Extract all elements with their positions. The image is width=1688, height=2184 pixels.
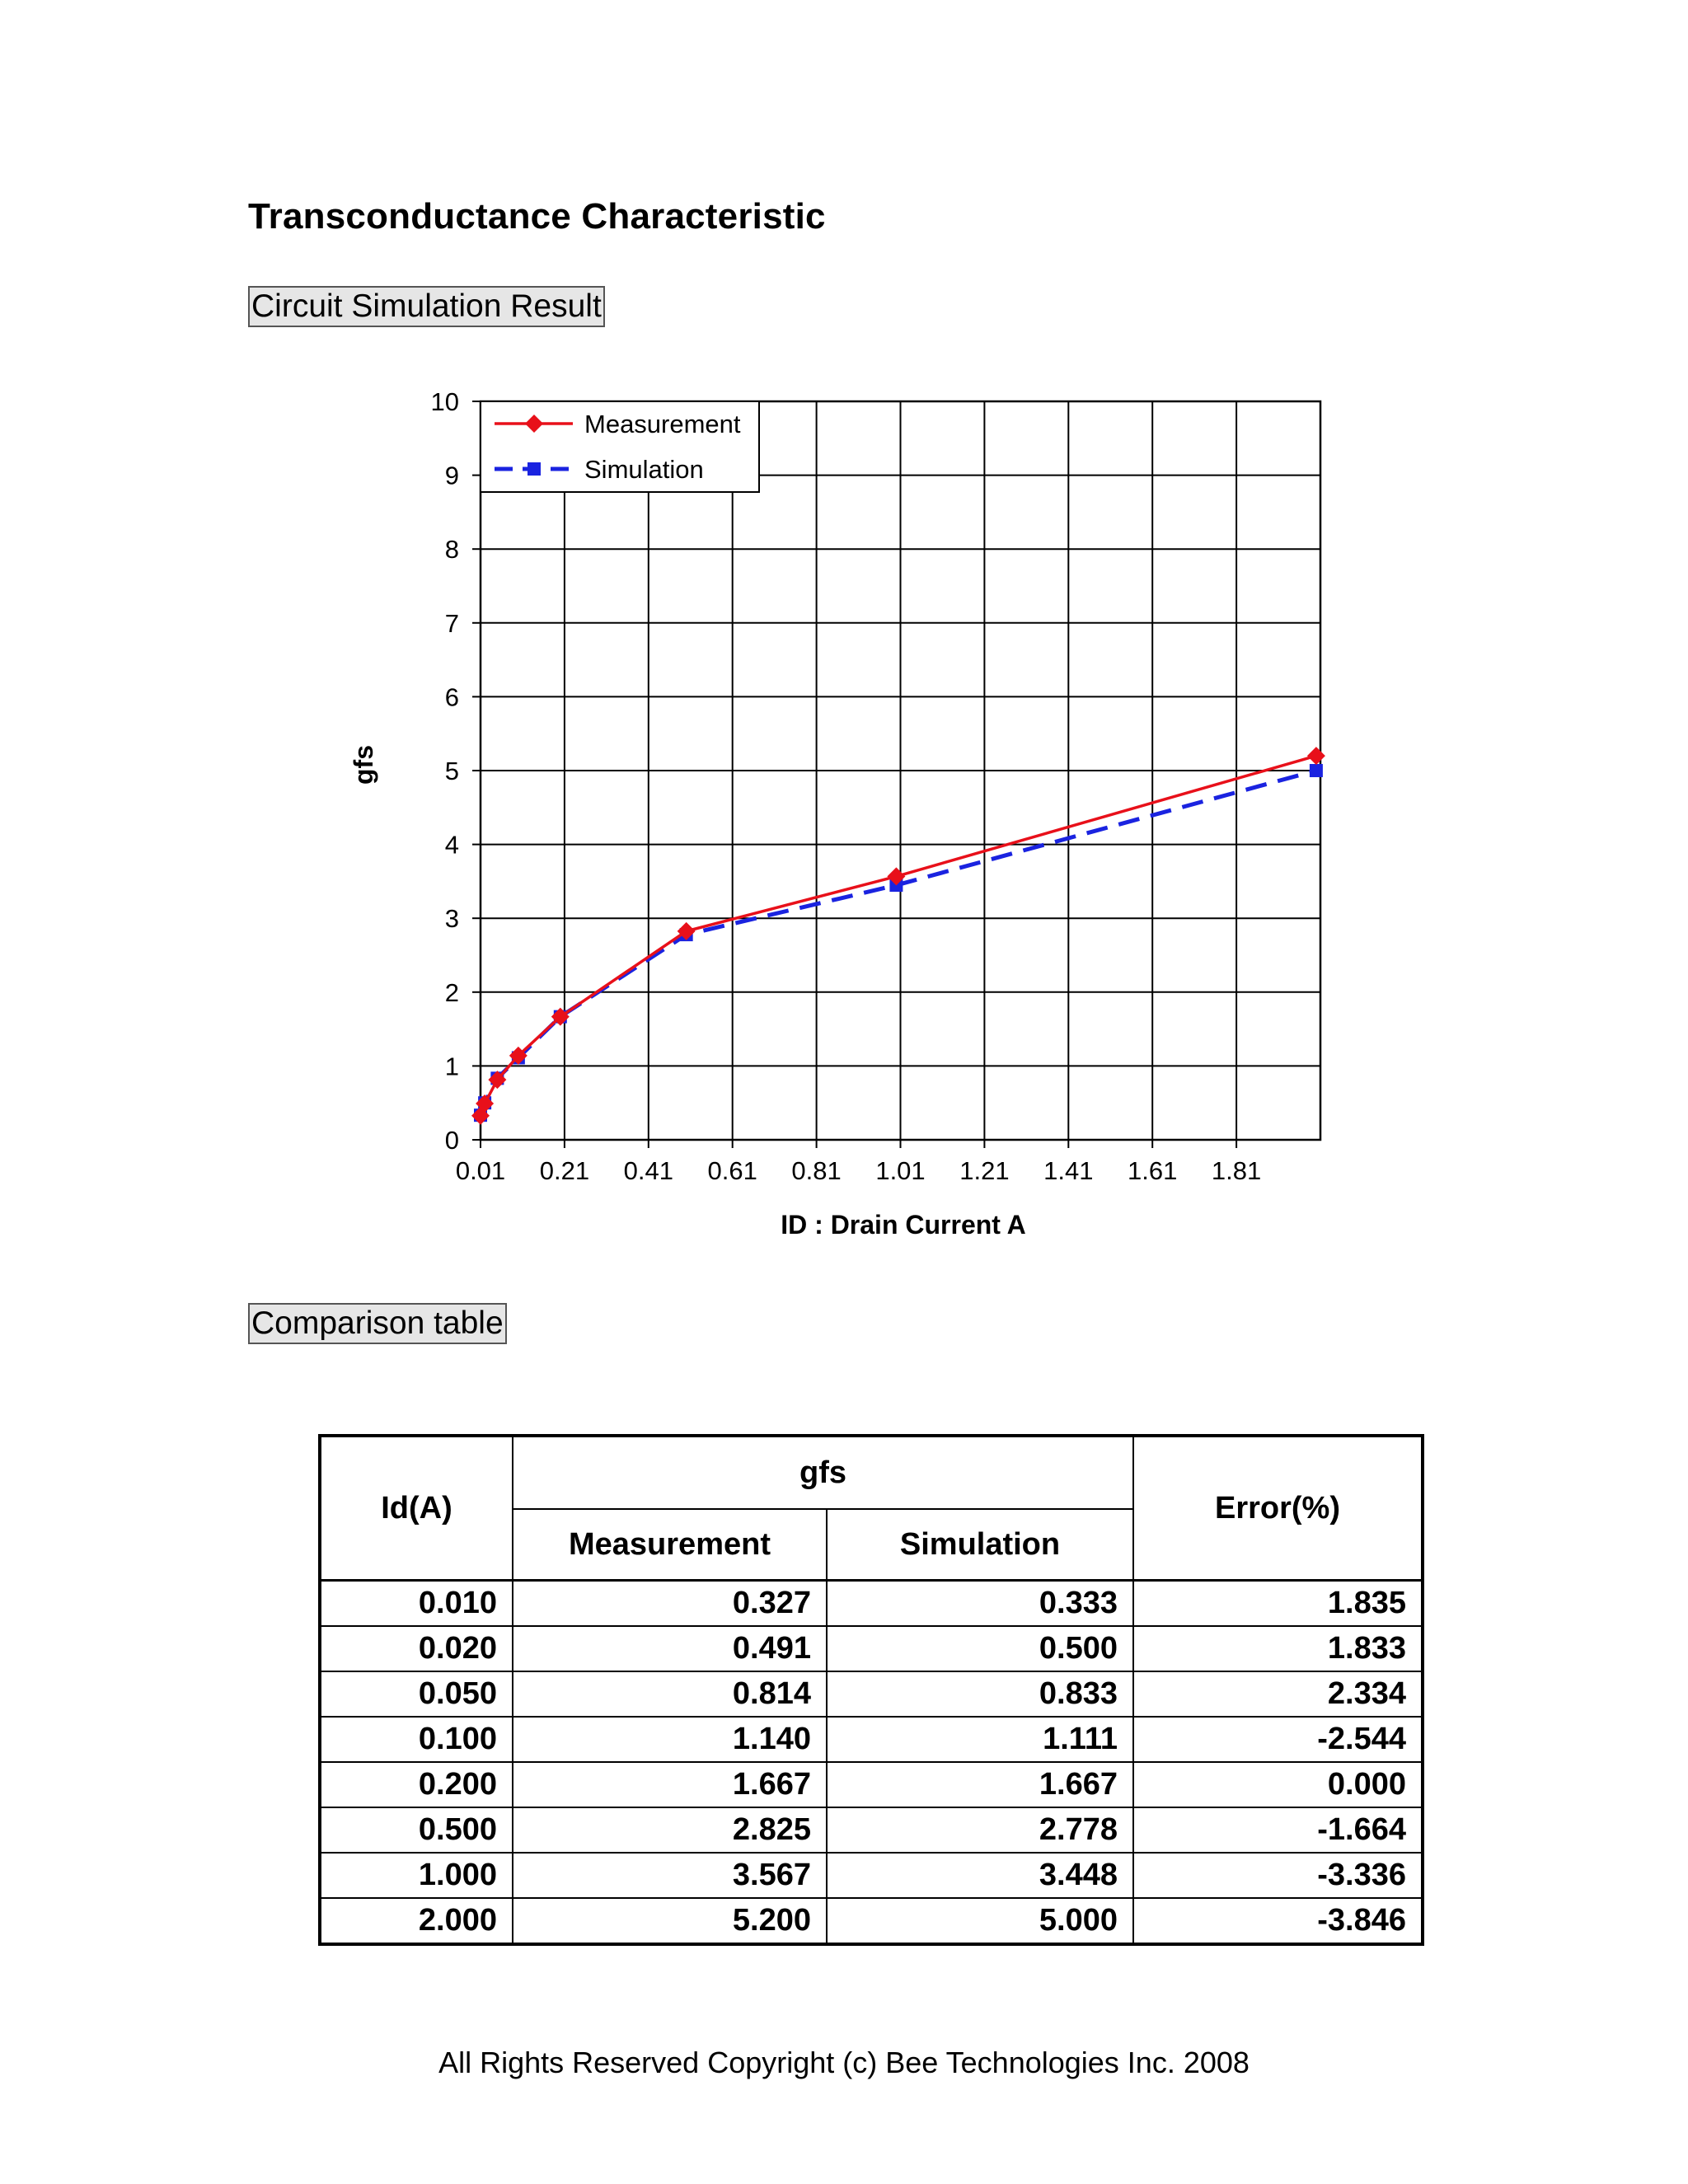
chart-legend: [481, 401, 759, 492]
cell-id: 2.000: [320, 1898, 513, 1944]
table-row: [320, 1898, 1423, 1944]
x-axis-ticks: [456, 1140, 1261, 1185]
section-label-table: Comparison table: [248, 1303, 507, 1344]
table-row: [320, 1807, 1423, 1853]
table-row: [320, 1581, 1423, 1627]
cell-error: -3.336: [1133, 1853, 1423, 1898]
comparison-table: [318, 1434, 1424, 1946]
col-header-measurement: Measurement: [513, 1509, 827, 1581]
series-line: [481, 756, 1316, 1116]
y-tick-label: 7: [444, 608, 459, 638]
cell-error: -3.846: [1133, 1898, 1423, 1944]
section-label-chart: Circuit Simulation Result: [248, 286, 605, 327]
page-title: Transconductance Characteristic: [248, 196, 826, 237]
table-row: [320, 1762, 1423, 1807]
y-tick-label: 4: [444, 830, 459, 860]
x-tick-label: 0.21: [539, 1156, 590, 1185]
y-tick-label: 6: [444, 682, 459, 712]
cell-simulation: 3.448: [827, 1853, 1133, 1898]
cell-error: 1.833: [1133, 1626, 1423, 1671]
cell-measurement: 1.667: [513, 1762, 827, 1807]
cell-id: 0.010: [320, 1581, 513, 1627]
x-tick-label: 0.01: [455, 1156, 506, 1185]
cell-simulation: 2.778: [827, 1807, 1133, 1853]
y-tick-label: 5: [444, 757, 459, 785]
data-point: [1310, 764, 1323, 777]
cell-error: -2.544: [1133, 1717, 1423, 1762]
series-simulation: [474, 764, 1323, 1122]
x-tick-label: 1.81: [1211, 1156, 1262, 1185]
cell-measurement: 1.140: [513, 1717, 827, 1762]
x-tick-label: 1.21: [959, 1156, 1010, 1185]
data-point: [1307, 747, 1325, 765]
x-tick-label: 0.41: [623, 1156, 673, 1185]
cell-error: 2.334: [1133, 1671, 1423, 1717]
col-header-id: Id(A): [320, 1436, 513, 1581]
cell-measurement: 2.825: [513, 1807, 827, 1853]
y-tick-label: 10: [430, 387, 459, 416]
copyright-footer: All Rights Reserved Copyright (c) Bee Technologies Inc. 2008: [438, 2046, 1250, 2079]
cell-error: -1.664: [1133, 1807, 1423, 1853]
cell-measurement: 0.491: [513, 1626, 827, 1671]
x-tick-label: 1.41: [1043, 1156, 1094, 1185]
cell-id: 0.100: [320, 1717, 513, 1762]
table-row: [320, 1717, 1423, 1762]
cell-id: 0.500: [320, 1807, 513, 1853]
y-tick-label: 9: [444, 461, 459, 490]
col-header-gfs: gfs: [513, 1436, 1133, 1509]
legend-marker-simulation: [528, 462, 541, 476]
col-header-error: Error(%): [1133, 1436, 1423, 1581]
cell-simulation: 1.667: [827, 1762, 1133, 1807]
cell-id: 0.050: [320, 1671, 513, 1717]
legend-label-measurement: Measurement: [584, 410, 741, 438]
cell-measurement: 3.567: [513, 1853, 827, 1898]
cell-measurement: 5.200: [513, 1898, 827, 1944]
cell-id: 1.000: [320, 1853, 513, 1898]
x-tick-label: 0.61: [707, 1156, 757, 1185]
series-line: [481, 771, 1316, 1115]
y-axis-label: gfs: [349, 745, 378, 785]
x-tick-label: 1.01: [875, 1156, 926, 1185]
y-tick-label: 0: [444, 1126, 459, 1155]
cell-simulation: 5.000: [827, 1898, 1133, 1944]
cell-error: 1.835: [1133, 1581, 1423, 1627]
cell-measurement: 0.814: [513, 1671, 827, 1717]
cell-id: 0.200: [320, 1762, 513, 1807]
cell-simulation: 1.111: [827, 1717, 1133, 1762]
cell-id: 0.020: [320, 1626, 513, 1671]
y-tick-label: 8: [444, 535, 459, 565]
y-tick-label: 3: [444, 904, 459, 934]
y-tick-label: 2: [444, 977, 459, 1007]
cell-measurement: 0.327: [513, 1581, 827, 1627]
x-axis-label: ID : Drain Current A: [781, 1210, 1026, 1240]
y-tick-label: 1: [444, 1052, 459, 1081]
table-row: [320, 1671, 1423, 1717]
y-axis-ticks: [431, 387, 481, 1155]
chart-grid: [481, 401, 1320, 1140]
table-row: [320, 1853, 1423, 1898]
cell-simulation: 0.333: [827, 1581, 1133, 1627]
x-tick-label: 1.61: [1128, 1156, 1178, 1185]
cell-simulation: 0.833: [827, 1671, 1133, 1717]
x-tick-label: 0.81: [791, 1156, 842, 1185]
cell-error: 0.000: [1133, 1762, 1423, 1807]
col-header-simulation: Simulation: [827, 1509, 1133, 1581]
legend-label-simulation: Simulation: [584, 455, 704, 484]
chart-series: [471, 747, 1325, 1125]
table-row: [320, 1626, 1423, 1671]
cell-simulation: 0.500: [827, 1626, 1133, 1671]
